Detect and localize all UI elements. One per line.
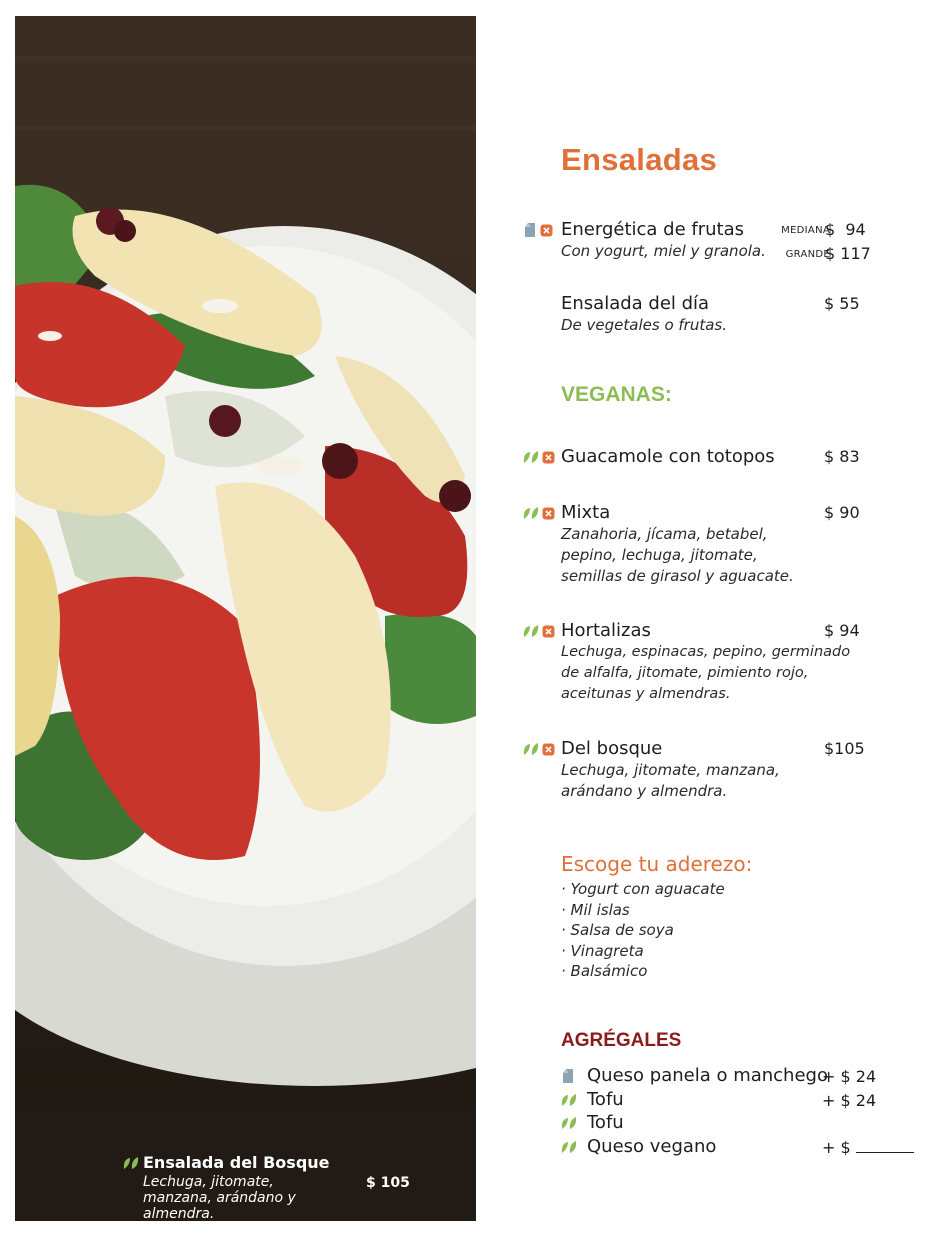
item-price: $ 83 xyxy=(824,447,860,466)
item-name: Mixta xyxy=(561,502,611,523)
caption-price: $ 105 xyxy=(366,1175,410,1191)
addon-item xyxy=(561,1089,921,1113)
leaf-icon xyxy=(523,623,539,642)
size-label-grande: GRANDE xyxy=(785,249,830,260)
addon-name: Tofu xyxy=(587,1112,624,1133)
item-name: Del bosque xyxy=(561,738,663,759)
item-price: $105 xyxy=(824,739,865,758)
leaf-icon xyxy=(523,505,539,524)
leaf-icon xyxy=(523,741,539,760)
dressing-option: · Mil islas xyxy=(561,900,630,919)
addon-item xyxy=(561,1112,921,1136)
addon-price: + $ 24 xyxy=(822,1067,877,1086)
gluten-free-icon xyxy=(542,449,555,468)
leaf-icon xyxy=(561,1139,577,1158)
price-blank-line xyxy=(856,1138,914,1153)
item-description: Lechuga, espinacas, pepino, germinado de alfalfa, jitomate, pimiento rojo, aceitunas y almendras. xyxy=(561,644,851,702)
item-name: Ensalada del día xyxy=(561,293,710,314)
item-name: Hortalizas xyxy=(561,620,651,641)
leaf-icon xyxy=(561,1092,577,1111)
item-description: Con yogurt, miel y granola. xyxy=(561,242,766,260)
size-label-mediana: MEDIANA xyxy=(781,225,830,236)
addon-name: Queso vegano xyxy=(587,1135,717,1157)
menu-item-energetica xyxy=(561,219,871,262)
item-icons xyxy=(523,222,553,242)
item-name: Guacamole con totopos xyxy=(561,446,775,467)
price-mediana: $ 94 xyxy=(825,220,866,239)
addon-item xyxy=(561,1065,921,1089)
gluten-free-icon xyxy=(542,505,555,524)
dressing-option: · Salsa de soya xyxy=(561,921,674,940)
caption-title: Ensalada del Bosque xyxy=(143,1153,330,1172)
item-price: $ 90 xyxy=(824,503,860,522)
size-prices xyxy=(772,219,872,267)
item-description: Lechuga, jitomate, manzana, arándano y almendra. xyxy=(561,761,780,800)
price-grande: $ 117 xyxy=(825,244,871,263)
item-description: De vegetales o frutas. xyxy=(561,316,728,334)
dressing-option: · Yogurt con aguacate xyxy=(561,880,725,898)
dressing-title: Escoge tu aderezo: xyxy=(561,852,753,876)
item-price: $ 55 xyxy=(824,294,860,313)
item-name: Energética de frutas xyxy=(561,219,744,240)
gluten-free-icon xyxy=(542,741,555,760)
addon-name: Queso panela o manchego xyxy=(587,1065,828,1086)
section-title-agregales: AGRÉGALES xyxy=(561,1030,682,1051)
dressing-section xyxy=(561,852,752,982)
item-price: $ 94 xyxy=(824,621,860,640)
addons-list xyxy=(561,1065,921,1159)
addon-item xyxy=(561,1136,921,1160)
menu-item-ensalada-del-dia xyxy=(561,293,871,336)
leaf-icon xyxy=(561,1115,577,1134)
section-title-veganas: VEGANAS: xyxy=(561,383,672,406)
dressing-option: · Balsámico xyxy=(561,962,648,981)
addon-name: Tofu xyxy=(587,1088,624,1110)
item-description: Zanahoria, jícama, betabel, pepino, lechuga, jitomate, semillas de girasol y aguacate. xyxy=(561,525,794,585)
menu-item-hortalizas xyxy=(561,620,871,705)
menu-item-mixta xyxy=(561,502,871,587)
milk-carton-icon xyxy=(561,1068,575,1088)
gluten-free-icon xyxy=(540,222,553,242)
milk-carton-icon xyxy=(523,222,537,242)
gluten-free-icon xyxy=(542,623,555,642)
section-title-ensaladas: Ensaladas xyxy=(561,142,718,177)
menu-item-del-bosque xyxy=(561,738,871,802)
addon-price: + $ 24 xyxy=(822,1090,877,1110)
menu-item-guacamole xyxy=(561,446,871,468)
caption-description: Lechuga, jitomate, manzana, arándano y almendra. xyxy=(143,1174,296,1221)
dressing-option: · Vinagreta xyxy=(561,941,644,960)
leaf-icon xyxy=(523,449,539,468)
addon-price: + $ xyxy=(822,1137,851,1157)
